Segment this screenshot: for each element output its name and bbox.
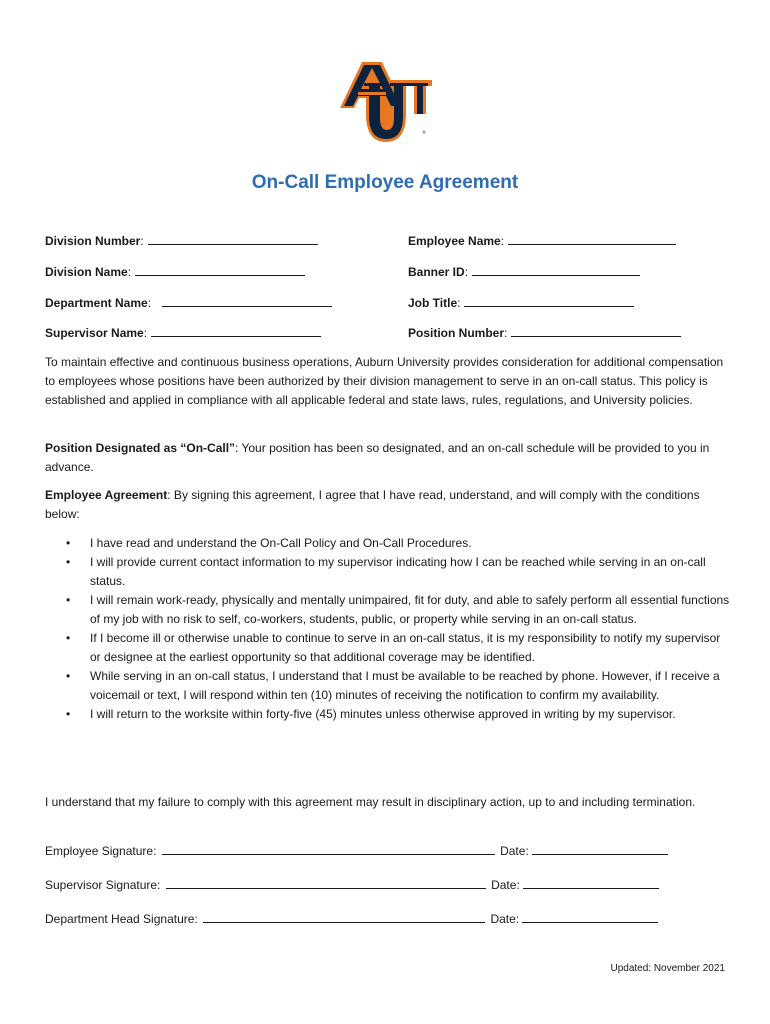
designated-label: Position Designated as “On-Call” [45,441,236,455]
department-head-date-line[interactable] [522,910,658,923]
department-name-field[interactable]: Department Name: [45,294,332,310]
department-name-label: Department Name [45,296,148,310]
conditions-list [45,534,730,724]
job-title-label: Job Title [408,296,458,310]
page-title: On-Call Employee Agreement [251,172,519,193]
list-item: • I will return to the worksite within forty-five (45) minutes unless otherwise approved in writing by my supervisor. [45,705,730,724]
bullet-icon: • [66,536,71,550]
employee-name-field[interactable]: Employee Name: [408,232,676,248]
department-head-signature-label: Department Head Signature: [45,912,198,926]
division-name-line[interactable] [135,263,305,276]
employee-signature-row [45,842,668,858]
department-head-signature-row [45,910,658,926]
supervisor-name-label: Supervisor Name [45,326,144,340]
position-number-label: Position Number [408,326,505,340]
updated-note: Updated: November 2021 [610,963,725,974]
employee-name-label: Employee Name [408,234,501,248]
bullet-icon: • [66,631,71,645]
supervisor-signature-label: Supervisor Signature: [45,878,161,892]
employee-date-line[interactable] [532,842,668,855]
list-item: • I will provide current contact information to my supervisor indicating how I can be reached while serving in an on-call status. [66,555,706,588]
division-name-label: Division Name [45,265,128,279]
intro-paragraph: To maintain effective and continuous business operations, Auburn University provides consideration for additional compensation to employees whose positions have been authorized by their division management to serve in an on-call status. This policy is established and applied in compliance with all applicable federal and state laws, rules, regulations, and University policies. [45,355,724,407]
division-number-label: Division Number [45,234,141,248]
division-number-line[interactable] [148,232,318,245]
supervisor-name-line[interactable] [151,324,321,337]
designated-paragraph [45,439,730,477]
employee-date-label: Date: [500,844,529,858]
banner-id-field[interactable]: Banner ID: [408,263,640,279]
department-head-date-label: Date: [490,912,520,926]
bullet-icon: • [66,593,71,607]
closing-paragraph: I understand that my failure to comply with this agreement may result in disciplinary action, up to and including termination. [45,795,696,809]
banner-id-label: Banner ID [408,265,465,279]
job-title-line[interactable] [464,294,634,307]
agreement-label: Employee Agreement [45,488,168,502]
department-head-signature-line[interactable] [203,910,485,923]
employee-signature-line[interactable] [162,842,495,855]
division-name-field[interactable]: Division Name: [45,263,305,279]
agreement-paragraph [45,486,730,524]
supervisor-name-field[interactable]: Supervisor Name: [45,324,321,340]
position-number-field[interactable]: Position Number: [408,324,681,340]
list-item: • I will remain work-ready, physically and mentally unimpaired, fit for duty, and able to safely perform all essential functions of my job with no risk to self, co-workers, students, public, or property while serving in an on-call status. [66,593,730,626]
department-name-line[interactable] [162,294,332,307]
list-item: • I have read and understand the On-Call Policy and On-Call Procedures. [45,534,730,553]
list-item: • If I become ill or otherwise unable to continue to serve in an on-call status, it is my responsibility to notify my supervisor or designee at the earliest opportunity so that additional coverage may be identified. [66,631,721,664]
job-title-field[interactable]: Job Title: [408,294,634,310]
agreement-text: : By signing this agreement, I agree that I have read, understand, and will comply with the conditions below: [45,488,700,521]
employee-name-line[interactable] [508,232,676,245]
employee-signature-label: Employee Signature: [45,844,157,858]
svg-text:®: ® [422,130,426,135]
bullet-icon: • [66,669,71,683]
banner-id-line[interactable] [472,263,640,276]
auburn-logo [340,62,432,144]
designated-text: : Your position has been so designated, and an on-call schedule will be provided to you in advance. [45,441,710,474]
bullet-icon: • [66,555,71,569]
supervisor-date-label: Date: [491,878,520,892]
supervisor-signature-row [45,876,659,892]
supervisor-signature-line[interactable] [166,876,486,889]
position-number-line[interactable] [511,324,681,337]
supervisor-date-line[interactable] [523,876,659,889]
list-item: • While serving in an on-call status, I understand that I must be available to be reached by phone. However, if I receive a voicemail or text, I will respond within ten (10) minutes of receiving the notification to confirm my availability. [66,669,720,702]
bullet-icon: • [66,707,71,721]
division-number-field[interactable]: Division Number: [45,232,318,248]
